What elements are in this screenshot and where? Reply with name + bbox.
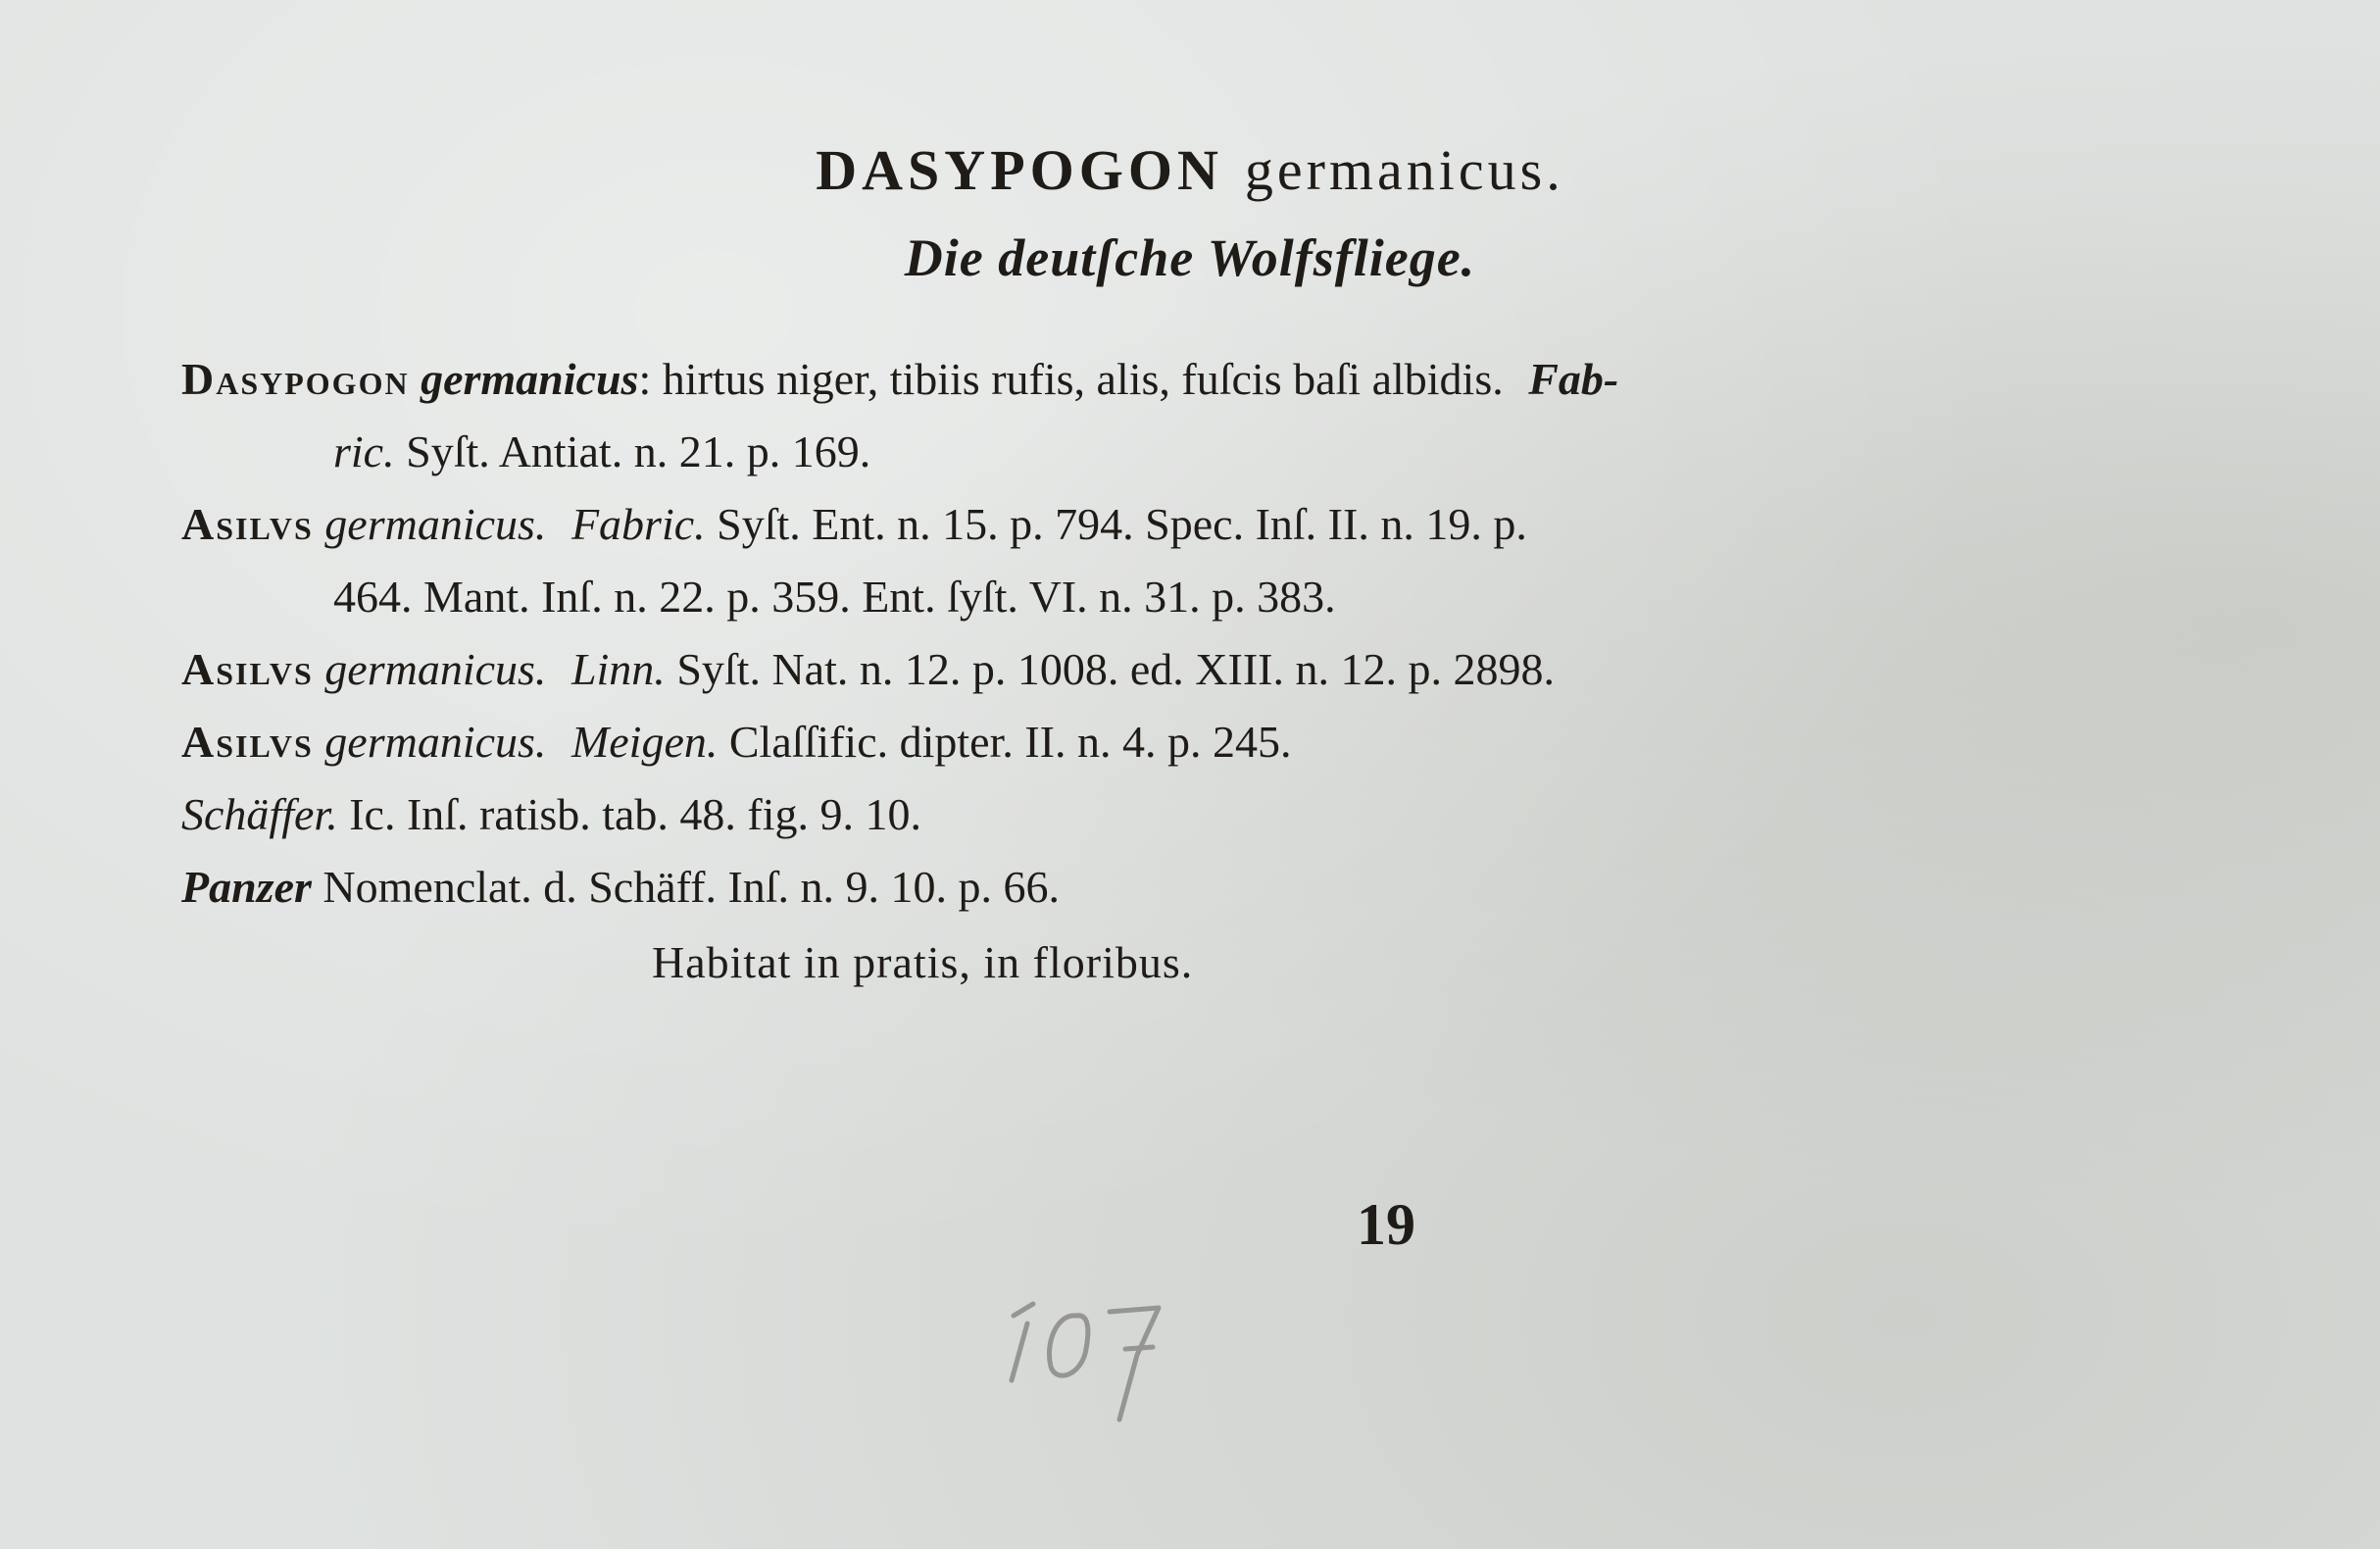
- pencil-annotation: [1000, 1265, 1196, 1441]
- reference-entry: [181, 706, 2103, 778]
- ref-author: Fabric.: [570, 499, 706, 549]
- ref-author: Schäffer.: [181, 789, 338, 839]
- ref-text: Syſt. Ent. n. 15. p. 794. Spec. Inſ. II. n. 19. p.: [717, 499, 1527, 549]
- page-number: 19: [1357, 1192, 1415, 1257]
- ref-species: germanicus.: [324, 644, 547, 694]
- reference-entry: [181, 488, 2103, 633]
- ref-author: Panzer: [181, 862, 312, 912]
- ref-author: Meigen.: [570, 717, 719, 767]
- ref-author: Fab-: [1528, 354, 1619, 404]
- ref-text: Syſt. Nat. n. 12. p. 1008. ed. XIII. n. 12. p. 2898.: [676, 644, 1555, 694]
- ref-genus: Dasypogon: [181, 354, 410, 404]
- ref-genus: Asilvs: [181, 717, 314, 767]
- title-species: germanicus.: [1244, 138, 1564, 202]
- ref-text: Ic. Inſ. ratisb. tab. 48. fig. 9. 10.: [349, 789, 922, 839]
- ref-text: : hirtus niger, tibiis rufis, alis, fuſcis baſi albidis.: [638, 354, 1504, 404]
- ref-continuation-text: 464. Mant. Inſ. n. 22. p. 359. Ent. ſyſt. VI. n. 31. p. 383.: [333, 572, 1336, 622]
- ref-genus: Asilvs: [181, 499, 314, 549]
- ref-species: germanicus: [421, 354, 639, 404]
- ref-species: germanicus.: [324, 717, 547, 767]
- ref-continuation-author: ric.: [333, 426, 395, 476]
- ref-text: Claſſific. dipter. II. n. 4. p. 245.: [728, 717, 1292, 767]
- ref-text: Nomenclat. d. Schäff. Inſ. n. 9. 10. p. 66.: [322, 862, 1061, 912]
- ref-author: Linn.: [570, 644, 666, 694]
- ref-continuation-text: Syſt. Antiat. n. 21. p. 169.: [406, 426, 871, 476]
- title-genus: DASYPOGON: [816, 138, 1223, 202]
- reference-entry: [181, 343, 2103, 488]
- reference-entry: [181, 851, 2103, 924]
- reference-entry: [181, 778, 2103, 851]
- reference-entry: [181, 633, 2103, 706]
- common-name: Die deutſche Wolfsfliege.: [904, 228, 1476, 287]
- ref-genus: Asilvs: [181, 644, 314, 694]
- synonymy-list: [181, 343, 2103, 924]
- habitat-line: Habitat in pratis, in floribus.: [652, 937, 1194, 987]
- species-title: [0, 137, 2380, 203]
- ref-species: germanicus.: [324, 499, 547, 549]
